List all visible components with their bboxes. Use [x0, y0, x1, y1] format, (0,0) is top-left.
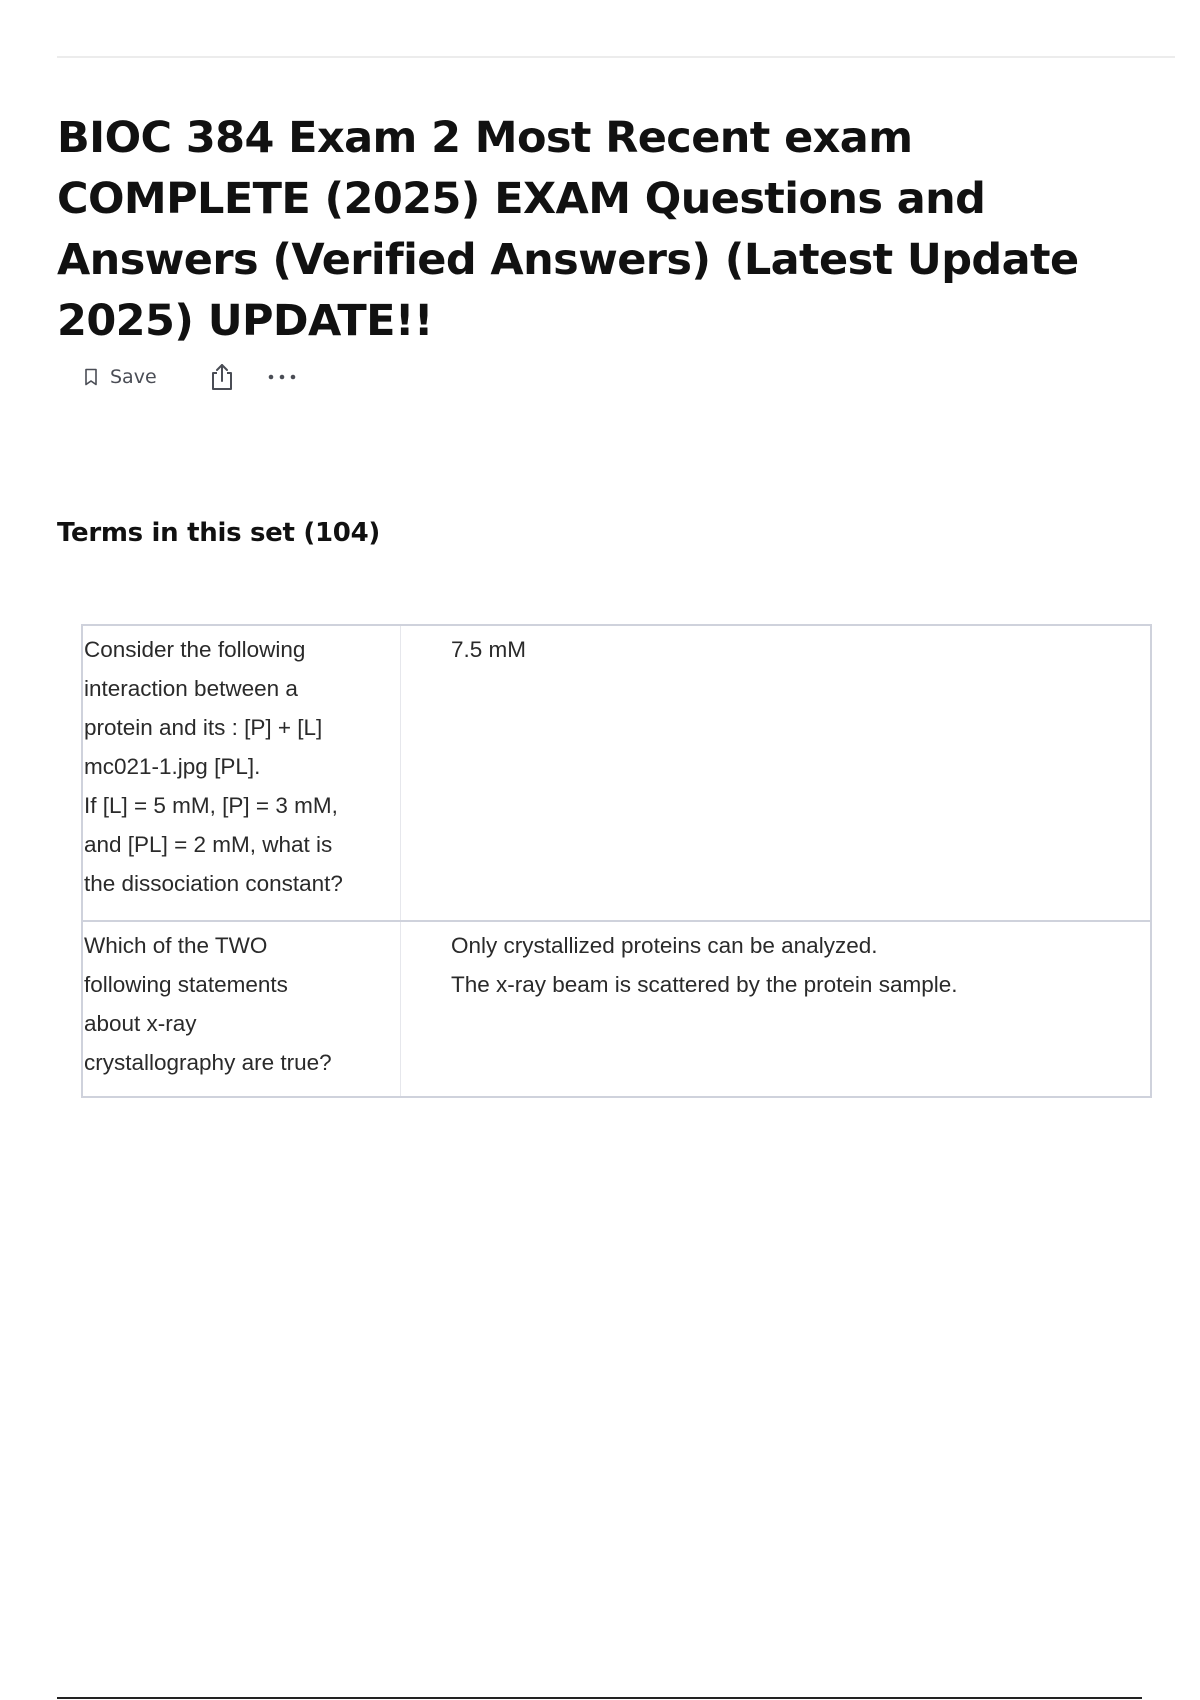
- term-row: [83, 922, 1150, 1096]
- terms-table: [81, 624, 1152, 1098]
- bookmark-icon: [84, 368, 98, 386]
- term-row: [83, 626, 1150, 922]
- term-text: Consider the following interaction between a protein and its : [P] + [L] mc021-1.jpg [PL]. If [L] = 5 mM, [P] = 3 mM, and [PL] = 2 mM, what is the dissociation constant?: [83, 626, 401, 920]
- terms-count-heading: Terms in this set (104): [57, 518, 380, 548]
- bottom-divider: [57, 1697, 1142, 1699]
- definition-text: Only crystallized proteins can be analyzed. The x-ray beam is scattered by the protein sample.: [451, 933, 958, 997]
- more-options-icon: [267, 373, 297, 381]
- definition-text: 7.5 mM: [451, 637, 527, 662]
- page-title: BIOC 384 Exam 2 Most Recent exam COMPLETE (2025) EXAM Questions and Answers (Verified Answers) (Latest Update 2025) UPDATE!!: [57, 113, 1079, 346]
- top-divider: [57, 56, 1175, 58]
- term-text: Which of the TWO following statements about x-ray crystallography are true?: [83, 922, 401, 1096]
- more-options-button[interactable]: [267, 373, 297, 381]
- share-icon: [209, 363, 235, 391]
- share-button[interactable]: [209, 363, 235, 391]
- save-button[interactable]: [84, 366, 157, 388]
- save-label: Save: [110, 366, 157, 388]
- action-bar: [84, 359, 297, 395]
